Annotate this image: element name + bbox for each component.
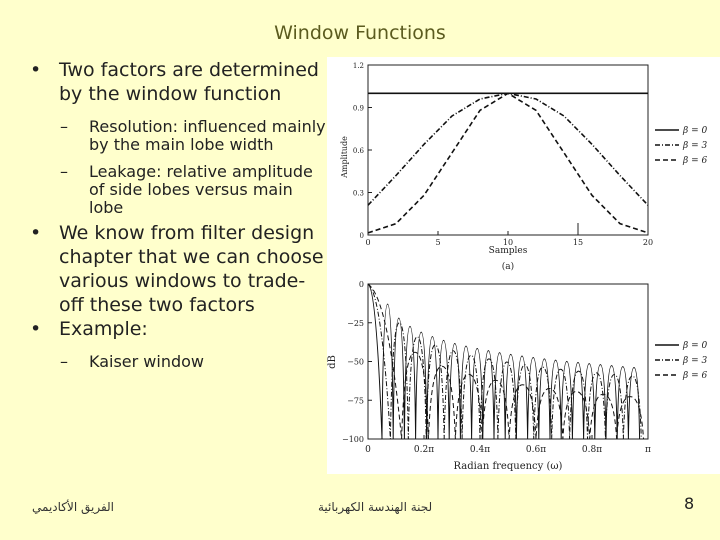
x-tick-label: 0.6π [525, 445, 547, 455]
y-tick-label: 0 [358, 280, 364, 289]
y-tick-label: −75 [347, 396, 364, 406]
frequency-response-plot [327, 280, 707, 472]
legend-label: β = 0 [683, 341, 708, 351]
page-number: 8 [684, 494, 695, 513]
series-line [368, 93, 648, 205]
slide-title: Window Functions [274, 22, 446, 44]
x-axis-label: Samples [488, 246, 528, 256]
sub-bullet-item: – Kaiser window [30, 353, 330, 371]
x-tick-label: 0.2π [413, 445, 435, 455]
x-tick-label: 0 [365, 445, 371, 455]
series-line [368, 93, 648, 233]
x-tick-label: 0.4π [469, 445, 491, 455]
x-tick-label: 20 [642, 238, 654, 247]
series-line [368, 284, 640, 439]
y-tick-label: −100 [342, 435, 364, 444]
legend-label: β = 0 [683, 126, 708, 136]
y-tick-label: 1.2 [352, 62, 364, 70]
x-tick-label: π [645, 445, 651, 455]
x-tick-label: 15 [572, 238, 584, 247]
legend-label: β = 6 [683, 371, 708, 381]
panel-label: (a) [501, 262, 515, 272]
legend-label: β = 3 [683, 141, 708, 151]
y-tick-label: 0.3 [352, 189, 364, 198]
y-tick-label: 0.6 [352, 147, 364, 155]
sub-bullet-item: – Leakage: relative amplitude of side lobes versus main lobe [30, 163, 330, 217]
x-tick-label: 10 [502, 238, 514, 247]
kaiser-figure [327, 57, 720, 474]
legend-label: β = 6 [683, 156, 708, 166]
time-domain-plot [340, 62, 707, 272]
footer-committee: لجنة الهندسة الكهربائية [318, 500, 433, 514]
x-axis-label: Radian frequency (ω) [453, 461, 563, 472]
x-tick-label: 0.8π [581, 445, 603, 455]
y-tick-label: −25 [347, 318, 364, 328]
y-tick-label: 0.9 [352, 104, 364, 113]
x-tick-label: 0 [365, 238, 371, 247]
bullet-item: • Two factors are determined by the window function [30, 58, 330, 106]
footer-organization: الفريق الأكاديمي [32, 500, 115, 514]
y-axis-label: Amplitude [340, 136, 349, 178]
bullet-list [30, 58, 330, 371]
y-tick-label: −50 [347, 357, 364, 367]
y-tick-label: 0 [359, 232, 364, 240]
bullet-item: • We know from filter design chapter that we can choose various windows to trade-off these two factors [30, 221, 330, 317]
bullet-item: • Example: [30, 317, 330, 341]
sub-bullet-item: – Resolution: influenced mainly by the main lobe width [30, 118, 330, 154]
y-axis-label: dB [327, 355, 338, 369]
legend-label: β = 3 [683, 356, 708, 366]
x-tick-label: 5 [435, 238, 441, 247]
